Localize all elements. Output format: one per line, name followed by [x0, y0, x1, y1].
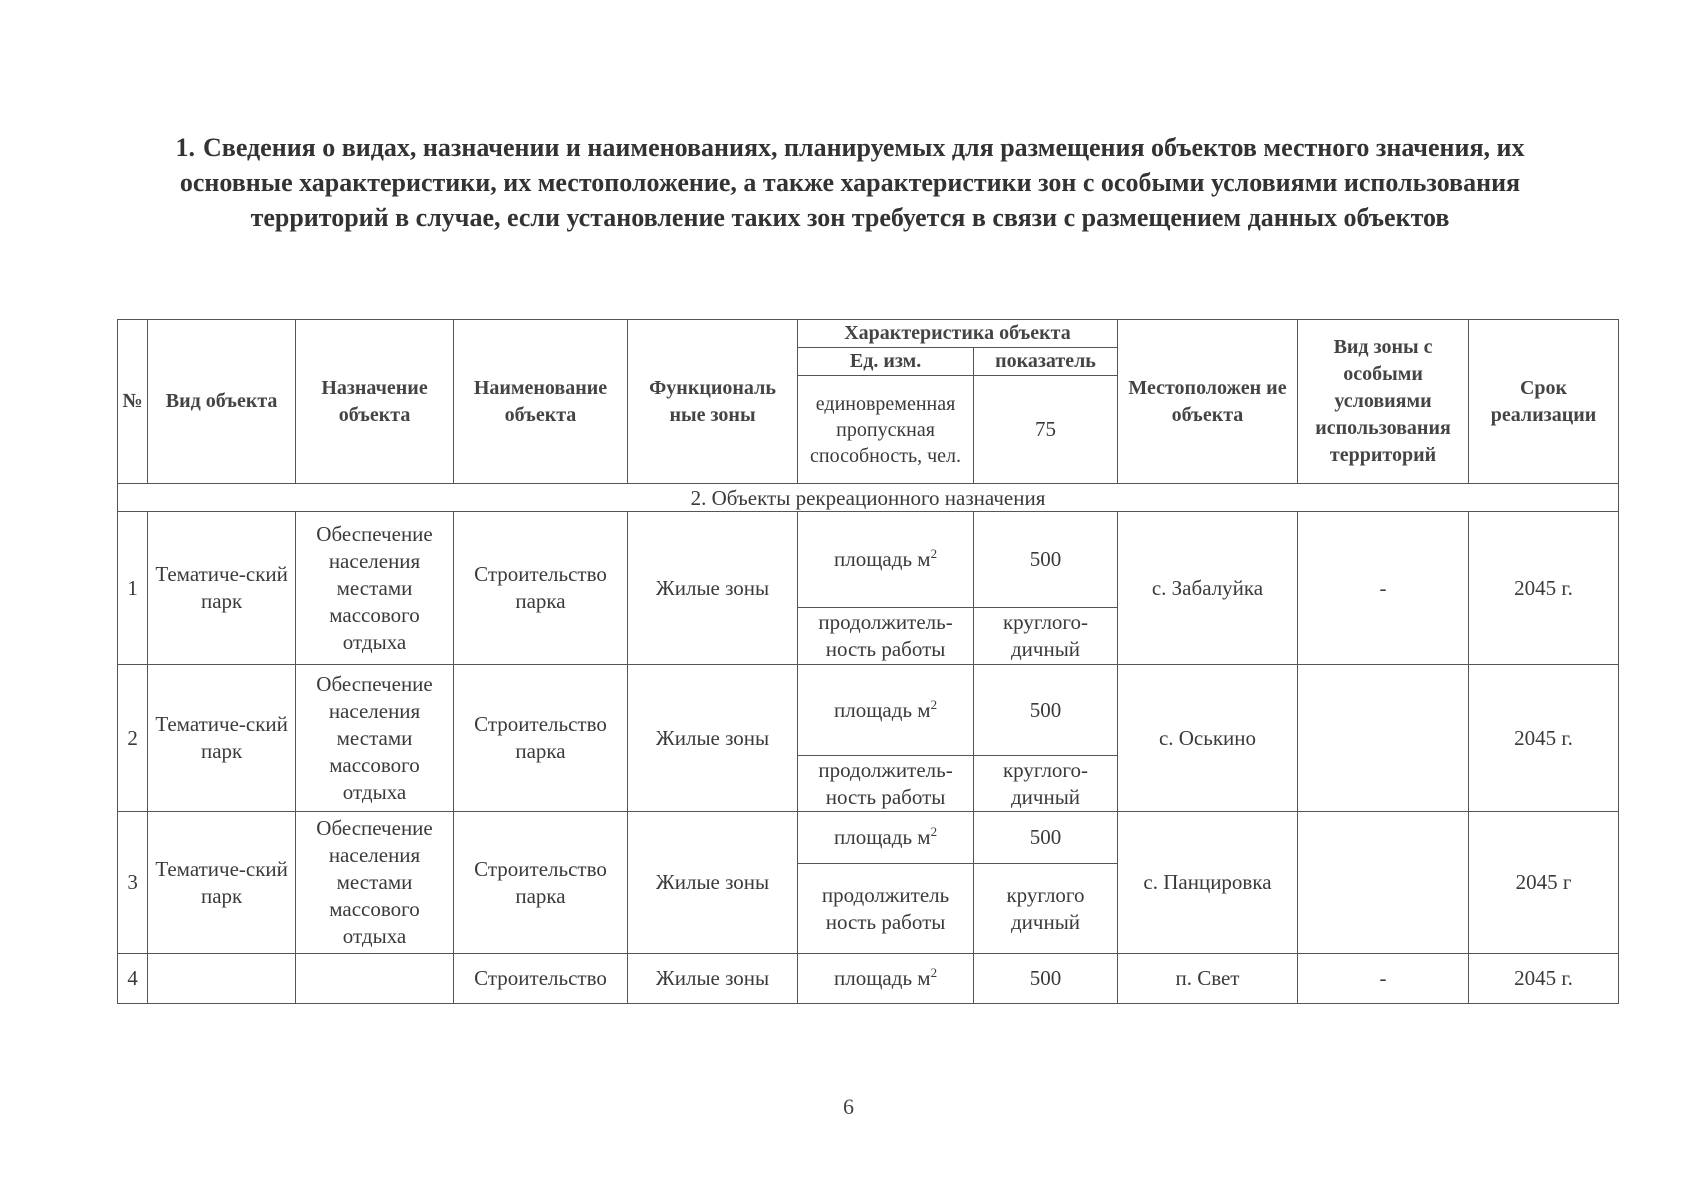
header-special-zone: Вид зоны с особыми условиями использования территорий — [1298, 320, 1469, 484]
row-1-deadline: 2045 г. — [1469, 512, 1619, 665]
row-2-value1: 500 — [974, 665, 1118, 756]
header-num: № — [118, 320, 148, 484]
row-3-deadline: 2045 г — [1469, 812, 1619, 954]
row-1-zones: Жилые зоны — [628, 512, 798, 665]
row-1-value1: 500 — [974, 512, 1118, 608]
heading-text: Сведения о видах, назначении и наименованиях, планируемых для размещения объектов местного значения, их основные характеристики, их местоположение, а также характеристики зон с особыми условиями использования территорий в случае, если установление таких зон требуется в связи с размещением данных объектов — [179, 133, 1525, 232]
row-3-value1: 500 — [974, 812, 1118, 864]
row-1-special-zone: - — [1298, 512, 1469, 665]
header-unit: Ед. изм. — [798, 348, 974, 376]
row-1-name: Строительство парка — [453, 512, 627, 665]
heading-number: 1. — [175, 133, 195, 162]
header-object-name: Наименование объекта — [453, 320, 627, 484]
row-2-purpose: Обеспечение населения местами массового отдыха — [296, 665, 454, 812]
row-4-special-zone: - — [1298, 954, 1469, 1004]
row-2-zones: Жилые зоны — [628, 665, 798, 812]
row-4-unit1: площадь $м^2$ — [798, 954, 974, 1004]
header-deadline: Срок реализации — [1469, 320, 1619, 484]
row-2-value2: круглого-дичный — [974, 756, 1118, 812]
row-3-num: 3 — [118, 812, 148, 954]
row-4-num: 4 — [118, 954, 148, 1004]
row-1-type: Тематиче-ский парк — [148, 512, 296, 665]
row-3-unit1: площадь $м^2$ — [798, 812, 974, 864]
row-3-special-zone — [1298, 812, 1469, 954]
row-1-purpose: Обеспечение населения местами массового отдыха — [296, 512, 454, 665]
row-2-location: с. Оськино — [1117, 665, 1297, 812]
header-object-purpose: Назначение объекта — [296, 320, 454, 484]
row-1-unit1: площадь $м^2$ — [798, 512, 974, 608]
row-2-deadline: 2045 г. — [1469, 665, 1619, 812]
row-2-name: Строительство парка — [453, 665, 627, 812]
row-2-unit1: площадь $м^2$ — [798, 665, 974, 756]
row-1-location: с. Забалуйка — [1117, 512, 1297, 665]
row-4-deadline: 2045 г. — [1469, 954, 1619, 1004]
row-4-type — [148, 954, 296, 1004]
row-2-type: Тематиче-ский парк — [148, 665, 296, 812]
row-3-type: Тематиче-ский парк — [148, 812, 296, 954]
header-indicator-sample: 75 — [974, 376, 1118, 484]
row-4-value1: 500 — [974, 954, 1118, 1004]
row-2-special-zone — [1298, 665, 1469, 812]
row-3-location: с. Панцировка — [1117, 812, 1297, 954]
row-4-zones: Жилые зоны — [628, 954, 798, 1004]
header-functional-zones: Функциональ ные зоны — [628, 320, 798, 484]
section-title: 2. Объекты рекреационного назначения — [118, 484, 1619, 512]
header-object-type: Вид объекта — [148, 320, 296, 484]
row-3-purpose: Обеспечение населения местами массового отдыха — [296, 812, 454, 954]
header-unit-sample: единовременная пропускная способность, чел. — [798, 376, 974, 484]
page-number: 6 — [843, 1094, 854, 1119]
planned-objects-table — [117, 319, 1619, 1004]
row-3-unit2: продолжитель ность работы — [798, 864, 974, 954]
row-1-num: 1 — [118, 512, 148, 665]
row-3-value2: круглого дичный — [974, 864, 1118, 954]
header-location: Местоположен ие объекта — [1117, 320, 1297, 484]
row-1-value2: круглого-дичный — [974, 608, 1118, 665]
row-4-name: Строительство — [453, 954, 627, 1004]
row-4-location: п. Свет — [1117, 954, 1297, 1004]
row-4-purpose — [296, 954, 454, 1004]
row-1-unit2: продолжитель-ность работы — [798, 608, 974, 665]
row-2-unit2: продолжитель-ность работы — [798, 756, 974, 812]
row-3-name: Строительство парка — [453, 812, 627, 954]
header-characteristics: Характеристика объекта — [798, 320, 1118, 348]
document-heading — [130, 130, 1570, 235]
row-3-zones: Жилые зоны — [628, 812, 798, 954]
row-2-num: 2 — [118, 665, 148, 812]
header-indicator: показатель — [974, 348, 1118, 376]
